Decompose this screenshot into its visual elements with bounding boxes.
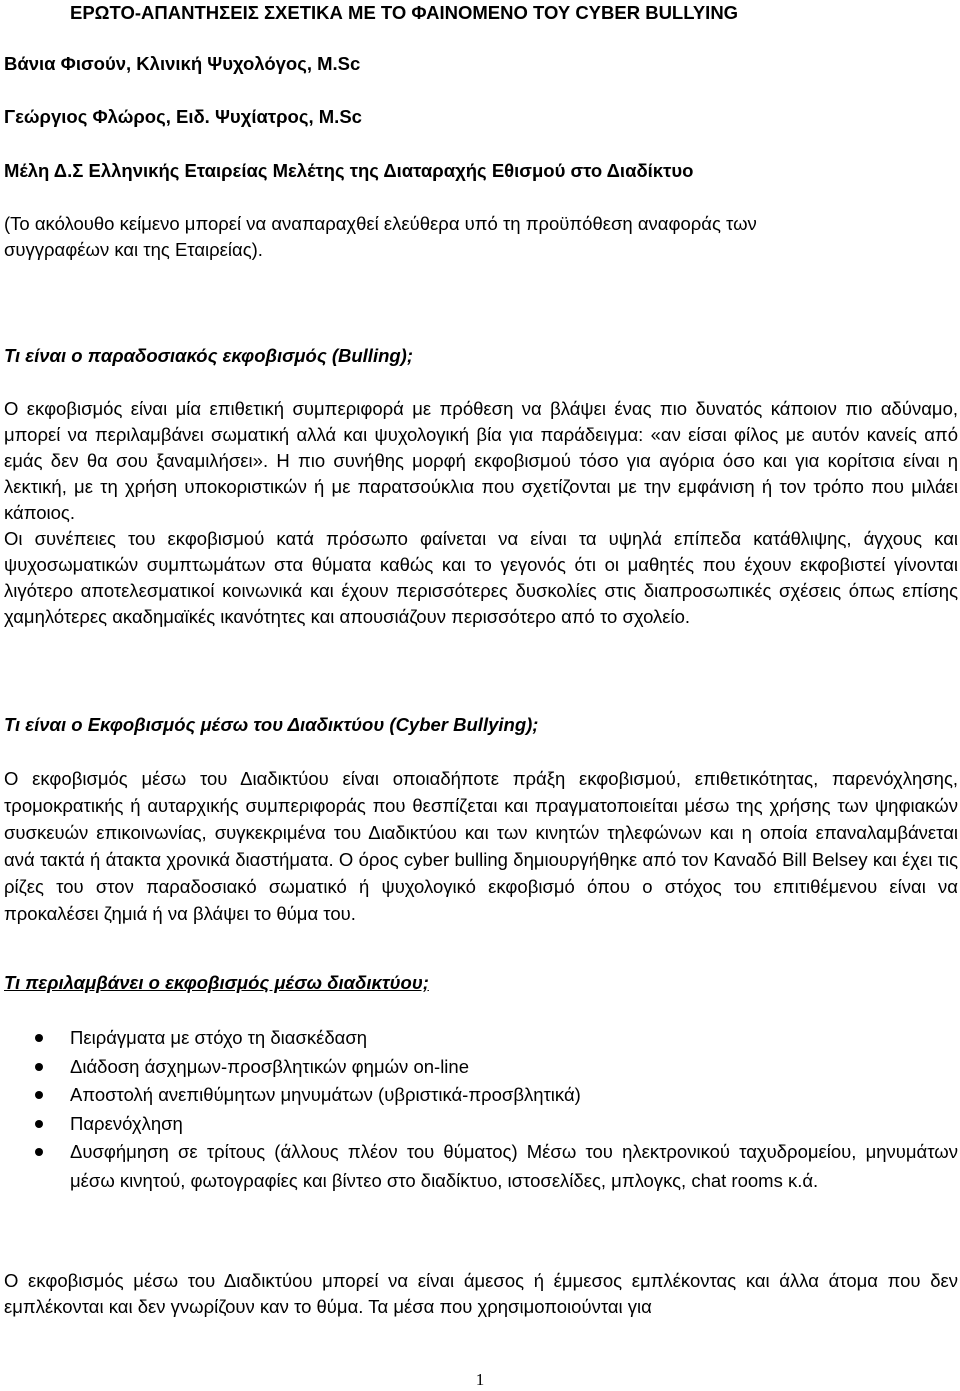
paragraph-cyber-definition: Ο εκφοβισμός μέσω του Διαδικτύου είναι οποιαδήποτε πράξη εκφοβισμού, επιθετικότητας, παρενόχλησης, τρομοκρατικής ή αυταρχικής συμπεριφοράς που θεσπίζεται και πραγματοποιείται μέσω της χρήσης των ψηφιακών συσκευών επικοινωνίας, συγκεκριμένα του Διαδικτύου και των κινητών τηλεφώνων και η οποία επαναλαμβάνεται ανά τακτά ή άτακτα χρονικά διαστήματα. Ο όρος cyber bulling δημιουργήθηκε από τον Καναδό Bill Belsey και έχει τις ρίζες του στον παραδοσιακό σωματικό ή ψυχολογικό εκφοβισμό όπου ο στόχος του επιτιθέμενου είναι να προκαλέσει ζημιά ή να βλάψει το θύμα του. [4, 768, 958, 924]
section-traditional-bullying-body [4, 396, 958, 630]
paragraph-definition: Ο εκφοβισμός είναι μία επιθετική συμπεριφορά με πρόθεση να βλάψει ένας πιο δυνατός κάποιον πιο αδύναμο, μπορεί να περιλαμβάνει σωματική αλλά και ψυχολογική βία για παράδειγμα: «αν είσαι φίλος με αυτόν κανείς από εμάς δεν θα σου ξαναμιλήσει». Η πιο συνήθης μορφή εκφοβισμού τόσο για αγόρια όσο και για κορίτσια είναι η λεκτική, με τη χρήση υποκοριστικών ή με παρατσούκλια που σχετίζονται με την εμφάνιση ή τον τρόπο που μιλάει κάποιος. [4, 398, 958, 523]
section-heading-includes: Τι περιλαμβάνει ο εκφοβισμός μέσω διαδικτύου; [4, 972, 429, 993]
author-line-2: Γεώργιος Φλώρος, Ειδ. Ψυχίατρος, M.Sc [4, 106, 362, 127]
bullet-icon [35, 1148, 43, 1156]
affiliation-line: Μέλη Δ.Σ Ελληνικής Εταιρείας Μελέτης της Διαταραχής Εθισμού στο Διαδίκτυο [4, 160, 694, 181]
list-item: Πειράγματα με στόχο τη διασκέδαση [4, 1024, 958, 1053]
list-item: Παρενόχληση [4, 1110, 958, 1139]
section-cyber-bullying-body [4, 765, 958, 927]
author-line-1: Βάνια Φισούν, Κλινική Ψυχολόγος, M.Sc [4, 53, 361, 74]
license-note-line-2: συγγραφέων και της Εταιρείας). [4, 239, 263, 260]
paragraph-consequences: Οι συνέπειες του εκφοβισμού κατά πρόσωπο φαίνεται να είναι τα υψηλά επίπεδα κατάθλιψης, άγχους και ψυχοσωματικών συμπτωμάτων στα θύματα καθώς και το γεγονός ότι οι μαθητές που έχουν εκφοβιστεί γίνονται λιγότερο αποτελεσματικοί κοινωνικά και έχουν περισσότερες δυσκολίες στις διαπροσωπικές σχέσεις όπως επίσης χαμηλότερες ακαδημαϊκές ικανότητες και απουσιάζουν περισσότερο από το σχολείο. [4, 528, 958, 627]
bullet-icon [35, 1034, 43, 1042]
list-item: Δυσφήμηση σε τρίτους (άλλους πλέον του θύματος) Μέσω του ηλεκτρονικού ταχυδρομείου, μηνυμάτων μέσω κινητού, φωτογραφίες και βίντεο στο διαδίκτυο, ιστοσελίδες, μπλογκς, chat rooms κ.ά. [4, 1138, 958, 1195]
paragraph-direct-indirect: Ο εκφοβισμός μέσω του Διαδικτύου μπορεί να είναι άμεσος ή έμμεσος εμπλέκοντας και άλλα άτομα που δεν εμπλέκονται και δεν γνωρίζουν καν το θύμα. Τα μέσα που χρησιμοποιούνται για [4, 1270, 958, 1317]
includes-list [4, 1024, 958, 1195]
section-direct-indirect-body [4, 1268, 958, 1320]
section-heading-cyber-bullying: Τι είναι ο Εκφοβισμός μέσω του Διαδικτύου (Cyber Bullying); [4, 714, 539, 735]
page-number: 1 [475, 1370, 485, 1389]
document-title: ΕΡΩΤΟ-ΑΠΑΝΤΗΣΕΙΣ ΣΧΕΤΙΚΑ ΜΕ ΤΟ ΦΑΙΝΟΜΕΝΟ ΤΟΥ CYBER BULLYING [70, 2, 739, 23]
license-note-line-1: (Το ακόλουθο κείμενο μπορεί να αναπαραχθεί ελεύθερα υπό τη προϋπόθεση αναφοράς των [4, 213, 757, 234]
bullet-icon [35, 1120, 43, 1128]
section-heading-traditional-bullying: Τι είναι ο παραδοσιακός εκφοβισμός (Bulling); [4, 345, 414, 366]
list-item: Διάδοση άσχημων-προσβλητικών φημών on-line [4, 1053, 958, 1082]
bullet-icon [35, 1063, 43, 1071]
list-item: Αποστολή ανεπιθύμητων μηνυμάτων (υβριστικά-προσβλητικά) [4, 1081, 958, 1110]
bullet-icon [35, 1091, 43, 1099]
